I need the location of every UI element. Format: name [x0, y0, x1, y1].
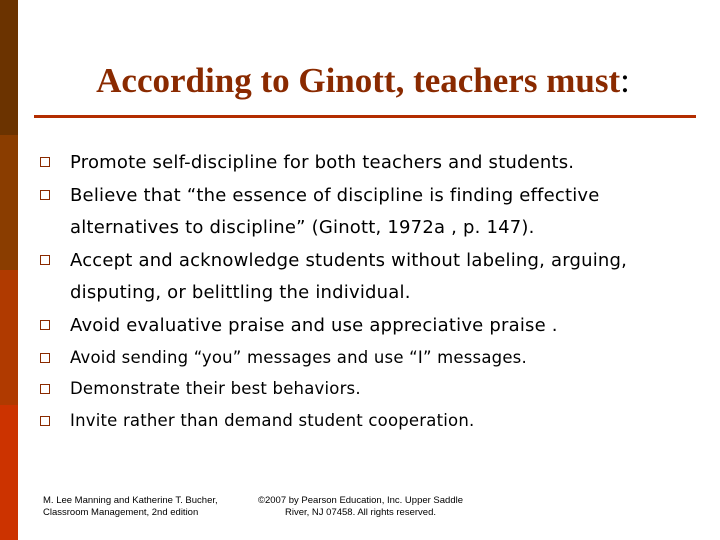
slide-title-text: According to Ginott, teachers must [96, 61, 621, 100]
bullet-item [36, 343, 696, 373]
bullet-text: Demonstrate their best behaviors. [70, 379, 361, 398]
footer-citation: M. Lee Manning and Katherine T. Bucher, Classroom Management, 2nd edition [43, 495, 218, 518]
bullet-text: Avoid evaluative praise and use appreciative praise . [70, 315, 558, 336]
bullet-item [36, 374, 696, 404]
square-bullet-icon [40, 190, 50, 200]
side-accent-bar-bottom [0, 405, 18, 540]
title-underline [34, 115, 696, 118]
square-bullet-icon [40, 320, 50, 330]
slide-title [30, 62, 696, 101]
square-bullet-icon [40, 255, 50, 265]
bullet-item [36, 245, 696, 309]
square-bullet-icon [40, 384, 50, 394]
side-accent-bar-lower [0, 270, 18, 405]
square-bullet-icon [40, 353, 50, 363]
square-bullet-icon [40, 157, 50, 167]
bullet-text: Invite rather than demand student cooperation. [70, 411, 475, 430]
bullet-text: Believe that “the essence of discipline is finding effective alternatives to discipline” (Ginott, 1972a , p. 147). [70, 185, 600, 238]
bullet-item [36, 180, 696, 244]
slide-title-colon: : [620, 61, 630, 100]
side-accent-bar-upper [0, 135, 18, 270]
bullet-item [36, 406, 696, 436]
side-accent-bar-top [0, 0, 18, 135]
bullet-text: Avoid sending “you” messages and use “I” messages. [70, 348, 527, 367]
bullet-item [36, 147, 696, 179]
bullet-item [36, 310, 696, 342]
bullet-text: Accept and acknowledge students without labeling, arguing, disputing, or belittling the individual. [70, 250, 628, 303]
square-bullet-icon [40, 416, 50, 426]
bullet-text: Promote self-discipline for both teachers and students. [70, 152, 575, 173]
footer-copyright: ©2007 by Pearson Education, Inc. Upper Saddle River, NJ 07458. All rights reserved. [257, 495, 464, 518]
